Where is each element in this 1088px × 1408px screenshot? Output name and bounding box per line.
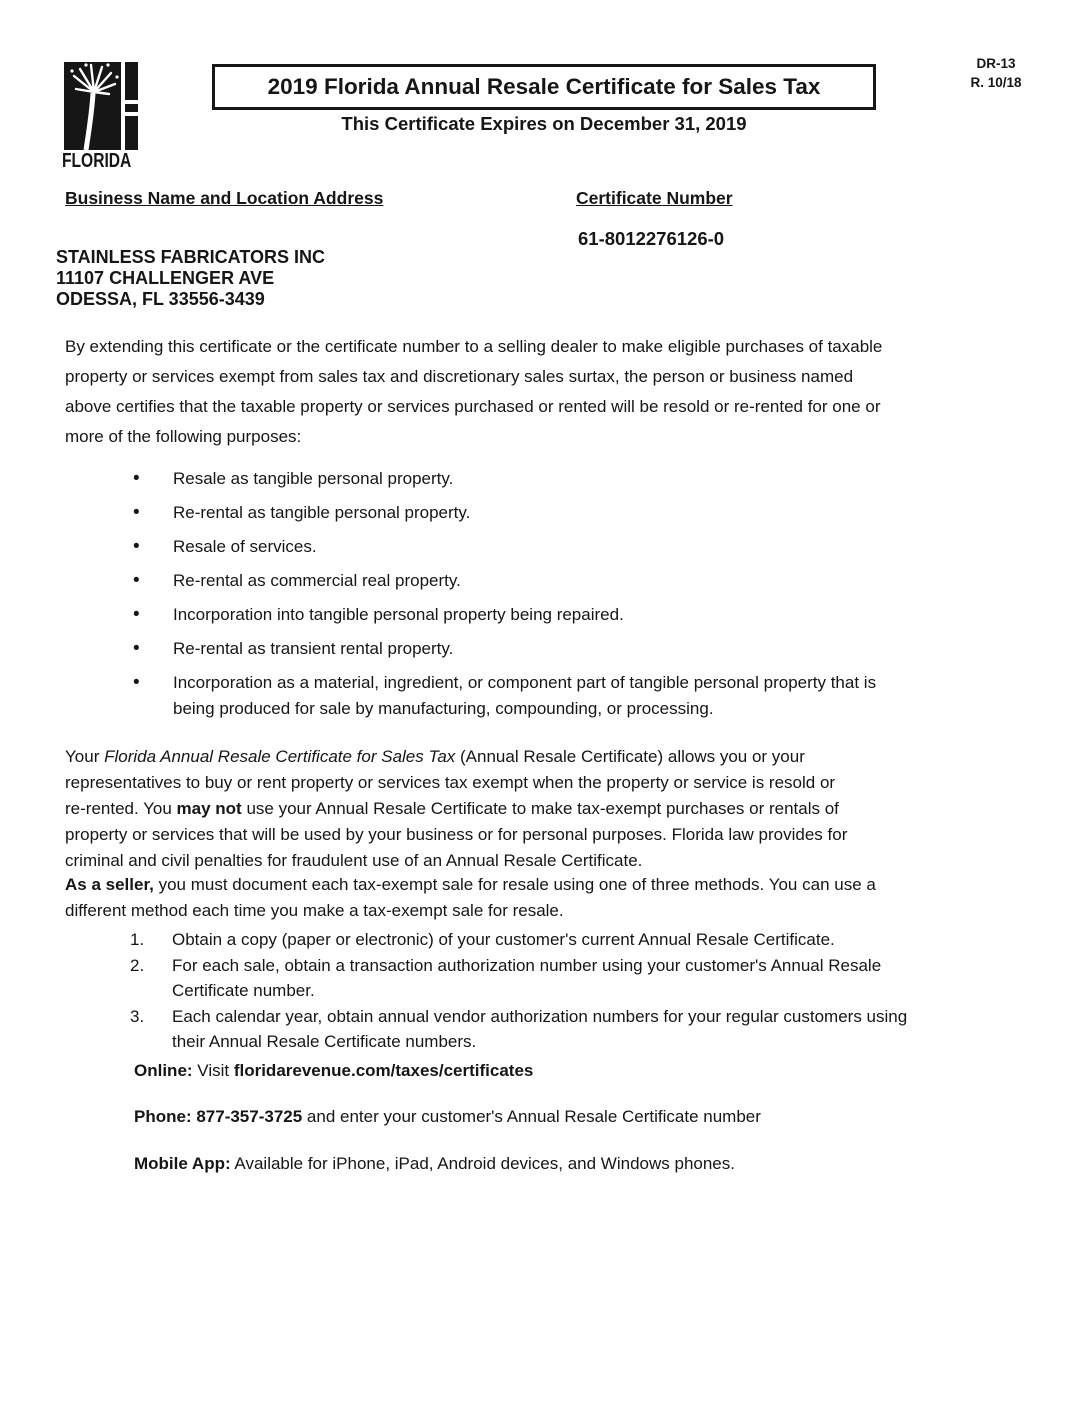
text-run: re-rented. You bbox=[65, 799, 177, 818]
text-run: Online: bbox=[134, 1061, 193, 1080]
method-number: 3. bbox=[130, 1006, 145, 1026]
text-line: their Annual Resale Certificate numbers. bbox=[172, 1032, 477, 1051]
text-run: floridarevenue.com/taxes/certificates bbox=[233, 1061, 534, 1080]
phone-contact-line bbox=[134, 1107, 761, 1127]
bullet-icon: • bbox=[133, 570, 140, 591]
mobile-app-line bbox=[134, 1154, 735, 1174]
logo-florida-label: FLORIDA bbox=[62, 150, 132, 172]
text-run: Mobile App: bbox=[134, 1154, 231, 1173]
purpose-list-item bbox=[133, 466, 876, 492]
text-run: representatives to buy or rent property or services tax exempt when the property or service is resold or bbox=[65, 773, 836, 792]
text-line: STAINLESS FABRICATORS INC bbox=[56, 247, 326, 267]
purpose-list-item bbox=[133, 636, 876, 662]
form-number-block bbox=[948, 54, 1044, 92]
business-address bbox=[56, 247, 325, 310]
text-run: use your Annual Resale Certificate to make tax-exempt purchases or rentals of bbox=[241, 799, 839, 818]
method-list-item bbox=[118, 1004, 907, 1055]
bullet-icon: • bbox=[133, 638, 140, 659]
text-line bbox=[65, 848, 847, 874]
text-run: different method each time you make a tax-exempt sale for resale. bbox=[65, 901, 564, 920]
text-run: you must document each tax-exempt sale for resale using one of three methods. You can use a bbox=[153, 875, 876, 894]
text-line: Re-rental as transient rental property. bbox=[173, 639, 454, 658]
text-line: Resale as tangible personal property. bbox=[173, 469, 454, 488]
text-line: more of the following purposes: bbox=[65, 427, 302, 446]
text-line: Re-rental as commercial real property. bbox=[173, 571, 461, 590]
certificate-number-heading: Certificate Number bbox=[576, 188, 733, 208]
text-line: ODESSA, FL 33556-3439 bbox=[56, 289, 265, 309]
text-line bbox=[65, 822, 847, 848]
text-line: being produced for sale by manufacturing, compounding, or processing. bbox=[173, 699, 714, 718]
method-list-item bbox=[118, 953, 907, 1004]
text-line: By extending this certificate or the certificate number to a selling dealer to make eligible purchases of taxable bbox=[65, 337, 883, 356]
method-list-item bbox=[118, 927, 907, 953]
text-line: 11107 CHALLENGER AVE bbox=[56, 268, 275, 288]
seller-paragraph bbox=[65, 872, 876, 924]
text-line: Resale of services. bbox=[173, 537, 317, 556]
text-line: Re-rental as tangible personal property. bbox=[173, 503, 471, 522]
online-contact-line bbox=[134, 1061, 533, 1081]
text-line bbox=[65, 744, 847, 770]
text-run: Florida Annual Resale Certificate for Sales Tax bbox=[104, 747, 456, 766]
certificate-number-value: 61-8012276126-0 bbox=[578, 228, 725, 249]
bullet-icon: • bbox=[133, 604, 140, 625]
text-line: Incorporation as a material, ingredient, or component part of tangible personal property that is bbox=[173, 673, 877, 692]
usage-paragraph bbox=[65, 744, 847, 874]
text-run: Phone: 877-357-3725 bbox=[134, 1107, 303, 1126]
text-line: above certifies that the taxable property or services purchased or rented will be resold or re-rented for one or bbox=[65, 397, 881, 416]
text-line: Each calendar year, obtain annual vendor authorization numbers for your regular customers using bbox=[172, 1006, 908, 1026]
text-line: Certificate number. bbox=[172, 981, 315, 1000]
method-text bbox=[172, 927, 835, 953]
purposes-list bbox=[133, 466, 876, 730]
bullet-icon: • bbox=[133, 502, 140, 523]
text-line: For each sale, obtain a transaction authorization number using your customer's Annual Resale bbox=[172, 955, 882, 975]
text-run: Your bbox=[65, 747, 105, 766]
text-line bbox=[65, 770, 847, 796]
text-line: Obtain a copy (paper or electronic) of your customer's current Annual Resale Certificate. bbox=[172, 930, 835, 949]
text-run: criminal and civil penalties for fraudulent use of an Annual Resale Certificate. bbox=[65, 851, 643, 870]
text-run: may not bbox=[176, 799, 242, 818]
text-run: Available for iPhone, iPad, Android devices, and Windows phones. bbox=[230, 1154, 735, 1173]
expiry-subtitle: This Certificate Expires on December 31, 2019 bbox=[341, 113, 747, 134]
method-number: 2. bbox=[130, 955, 145, 975]
purpose-list-item bbox=[133, 602, 876, 628]
text-run: As a seller, bbox=[65, 875, 154, 894]
florida-dor-logo bbox=[64, 62, 140, 154]
purpose-list-item bbox=[133, 568, 876, 594]
bullet-icon: • bbox=[133, 536, 140, 557]
palm-tree-icon bbox=[64, 62, 140, 154]
certificate-title: 2019 Florida Annual Resale Certificate for Sales Tax bbox=[212, 64, 876, 110]
text-run: property or services that will be used by your business or for personal purposes. Florida law provides for bbox=[65, 825, 848, 844]
bullet-icon: • bbox=[133, 672, 140, 693]
purpose-list-item bbox=[133, 670, 876, 722]
business-name-heading: Business Name and Location Address bbox=[65, 188, 384, 208]
purpose-list-item bbox=[133, 500, 876, 526]
text-run: (Annual Resale Certificate) allows you or your bbox=[455, 747, 805, 766]
text-run: and enter your customer's Annual Resale Certificate number bbox=[302, 1107, 761, 1126]
method-text bbox=[172, 953, 881, 1004]
methods-list bbox=[118, 927, 907, 1055]
purpose-list-item bbox=[133, 534, 876, 560]
text-run: Visit bbox=[192, 1061, 234, 1080]
text-line bbox=[65, 898, 876, 924]
bullet-icon: • bbox=[133, 468, 140, 489]
intro-paragraph bbox=[65, 332, 882, 452]
text-line: property or services exempt from sales tax and discretionary sales surtax, the person or business named bbox=[65, 367, 854, 386]
form-revision: R. 10/18 bbox=[970, 75, 1022, 90]
method-number: 1. bbox=[130, 930, 145, 949]
text-line bbox=[65, 796, 847, 822]
method-text bbox=[172, 1004, 907, 1055]
text-line: Incorporation into tangible personal property being repaired. bbox=[173, 605, 624, 624]
text-line bbox=[65, 872, 876, 898]
form-number: DR-13 bbox=[976, 56, 1016, 71]
